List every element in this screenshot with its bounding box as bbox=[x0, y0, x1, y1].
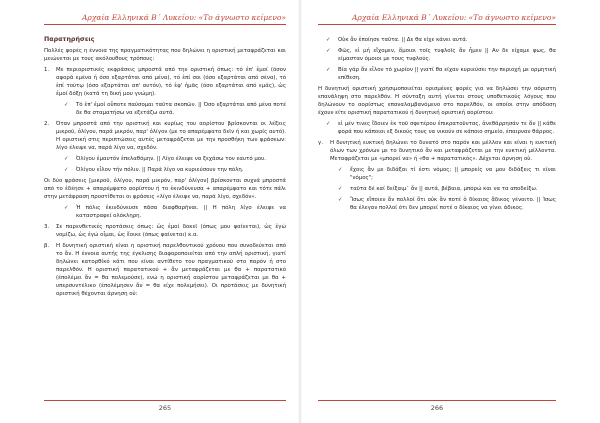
example-line bbox=[318, 196, 556, 212]
example-line bbox=[318, 66, 556, 82]
running-header-right: Αρχαία Ελληνικά Β΄ Λυκείου: «Το άγνωστο κείμενο» bbox=[318, 13, 556, 25]
item-text: Όταν μπροστά από την οριστική και κυρίως του αορίστου βρίσκονται οι λέξεις μικροῦ, ὀλίγου, παρά μικρόν, παρ' ὀλίγον (με το απαρέμφατο δεῖν ή και χωρίς αυτό). Η οριστική στις περιπτώσεις αυτές μεταφράζεται με την προσθήκη των φράσεων: λίγο έλειψε να, παρά λίγο να, σχεδόν. bbox=[56, 121, 286, 151]
checkmark-icon: ✓ bbox=[64, 167, 69, 173]
section-heading: Παρατηρήσεις bbox=[44, 36, 95, 43]
page-number-right: 266 bbox=[318, 400, 556, 412]
list-item bbox=[318, 139, 556, 163]
list-item bbox=[44, 223, 286, 239]
page-number-left: 265 bbox=[44, 400, 286, 412]
example-text: ταῦτα δέ καί δείξαιμ᾽ ἄν || αυτά, βέβαια, μπορώ και να τα αποδείξω. bbox=[350, 186, 538, 192]
paragraph: Η δυνητική οριστική χρησιμοποιείται ορισμένες φορές για να δηλώσει την αόριστη επανάληψη στο παρελθόν. Η σύνταξη αυτή γίνεται στους υποθετικούς λόγους που δηλώνουν το αορίστως επαναλαμβανόμενο στο παρελθόν, οι οποίοι στην απόδοση έχουν είτε οριστική παρατατικού ή δυνητική οριστική αορίστου: bbox=[318, 86, 556, 116]
checkmark-icon: ✓ bbox=[64, 156, 69, 162]
intro-paragraph: Πολλές φορές η έννοια της πραγματικότητας που δηλώνει η οριστική μεταφράζεται και μειώνεται με τους ακόλουθους τρόπους: bbox=[44, 48, 286, 62]
right-page bbox=[300, 0, 600, 423]
example-text: Βία γάρ ἄν εἷλον τό χωρίον || γιατί θα είχαν κυριεύσει την περιοχή με ορμητική επίθεση. bbox=[338, 67, 556, 81]
example-line bbox=[44, 155, 286, 163]
running-header-left: Αρχαία Ελληνικά Β΄ Λυκείου: «Το άγνωστο κείμενο» bbox=[44, 13, 286, 25]
checkmark-icon: ✓ bbox=[64, 102, 69, 108]
checkmark-icon: ✓ bbox=[338, 186, 343, 192]
item-number: 2. bbox=[44, 121, 50, 127]
example-text: Φῶς, εἰ μή εἴχομεν, ὅμοιοι τοῖς τυφλοῖς ἄν ἦμεν || Αν δε είχαμε φως, θα είμασταν όμοιοι με τους τυφλούς. bbox=[338, 48, 556, 62]
checkmark-icon: ✓ bbox=[326, 48, 331, 54]
example-text: Ἡ πόλις ἐκινδύνευσε πᾶσα διαφθαρῆναι. || Η πόλη λίγο έλειψε να καταστραφεί ολόκληρη. bbox=[76, 205, 286, 219]
example-line bbox=[318, 185, 556, 193]
item-letter: β. bbox=[44, 243, 50, 249]
list-item bbox=[44, 242, 286, 298]
example-text: Ὀλίγου εἷλον τήν πόλιν. || Παρά λίγο να κυριεύσουν την πόλη. bbox=[76, 167, 244, 173]
checkmark-icon: ✓ bbox=[326, 37, 331, 43]
example-line bbox=[318, 47, 556, 63]
item-text: Η δυνητική ευκτική δηλώνει το δυνατό στο παρόν και μέλλον και είναι η ευκτική όλων των χρόνων με το δυνητικό ἄν και μεταφράζεται με την ευκτική μέλλοντα. Μεταφράζεται με «μπορεί να» ή «θα + παρατατικός». Δέχεται άρνηση οὐ. bbox=[330, 140, 556, 162]
example-text: Ὀλίγου ἐμαυτόν ἐπελαθόμην. || Λίγο έλειψε να ξεχάσω τον εαυτό μου. bbox=[76, 156, 266, 162]
checkmark-icon: ✓ bbox=[64, 205, 69, 211]
example-line bbox=[44, 166, 286, 174]
example-text: Τό ἐπ' ἐμοί οὗποτε παύσομαι ταῦτα σκοπῶν. || Όσο εξαρτάται από μένα ποτέ δε θα σταματήσω να εξετάζω αυτά. bbox=[76, 102, 286, 116]
list-item bbox=[44, 120, 286, 152]
item-text: Με περιοριστικές εκφράσεις μπροστά από την οριστική όπως: τό ἐπ' ἐμοί (όσον αφορά εμένα ή όσο εξαρτάται από μένα), τό ἐπί σοι (όσο εξαρτάται από σένα), τό ἐπί τούτῳ (όσο εξαρτάται απ' αυτόν), τό ἐφ' ἡμᾶς (όσο εξαρτάται από εμάς), ὡς ἐμοί δόξῃ (κατά τη δική μου γνώμη). bbox=[56, 67, 286, 97]
checkmark-icon: ✓ bbox=[338, 167, 343, 173]
example-text: ἔχοις ἄν με διδάξαι τί ἐστι νόμος; || μπορείς να μου διδάξεις τι είναι "νόμος"; bbox=[350, 167, 556, 181]
example-text: Οὐκ ἄν ἐποίησε ταῦτα. || Δε θα είχε κάνει αυτά. bbox=[338, 37, 468, 43]
example-line bbox=[318, 120, 556, 136]
example-line bbox=[318, 36, 556, 44]
list-item bbox=[44, 66, 286, 98]
checkmark-icon: ✓ bbox=[326, 67, 331, 73]
example-line bbox=[318, 166, 556, 182]
example-text: Ἴσως εἴποιεν ἄν πολλοί ὅτι οὐκ ἄν ποτέ ὁ δίκαιος ἄδικος γένοιτο. || Ίσως θα έλεγαν πολλοί ότι δεν μπορεί ποτέ ο δίκαιος να γίνει άδικος. bbox=[350, 197, 556, 211]
item-number: 3. bbox=[44, 224, 50, 230]
item-text: Σε παρενθετικές προτάσεις όπως: ὡς ἐμοί δοκεῖ (όπως μου φαίνεται), ὡς ἐγώ νομίζω, ὡς ἐγώ οἶμαι, ὡς ἔοικε (όπως φαίνεται) κ.α. bbox=[56, 224, 286, 238]
item-letter: γ. bbox=[318, 140, 323, 146]
checkmark-icon: ✓ bbox=[338, 197, 343, 203]
paragraph: Οι δύο φράσεις [μικροῦ, ὀλίγου, παρά μικρόν, παρ' ὀλίγον] βρίσκονται συχνά μπροστά από το ἐδέησε + απαρέμφατο αορίστου ή το ἐκινδύνευσα + απαρέμφατο και τότε πάλι στην μετάφραση προστίθεται οι φράσεις «λίγο έλειψε να, παρά λίγο, σχεδόν». bbox=[44, 178, 286, 200]
example-line bbox=[44, 101, 286, 117]
item-text: Η δυνητική οριστική είναι η οριστική παρελθοντικού χρόνου που συνοδεύεται από το ἄν. Η έννοια αυτής της έγκλισης διαφοροποιείται από την απλή οριστική, γιατί δηλώνει κατορθίκό κάτι που είναι αντίθετο του πραγματικού στο παρόν ή στο παρελθόν. Η οριστική παρατατικού + ἄν μεταφράζεται με θα + παρατατικό (έπολέμει ἄν = θα πολεμούσε), ενώ η οριστική αορίστου μεταφράζεται με θα + υπερσυντέλικο (έπολέμησεν ἄν = θα είχε πολεμήσει). Οι προτάσεις με δυνητική οριστική θέχονται άρνηση οὐ: bbox=[56, 243, 286, 297]
checkmark-icon: ✓ bbox=[326, 121, 331, 127]
example-line bbox=[44, 204, 286, 220]
item-number: 1. bbox=[44, 67, 50, 73]
example-text: εἰ μέν τινες ἴδοιεν ἐκ τοῦ σφετέρου ἐπικρατοῦντας, ἀνεθάρρησάν τε ἄν || κάθε φορά που κάποιοι εξ δικούς τους να νικούν σε κάποιο σημείο, έπαιρναν θάρρος. bbox=[338, 121, 556, 135]
